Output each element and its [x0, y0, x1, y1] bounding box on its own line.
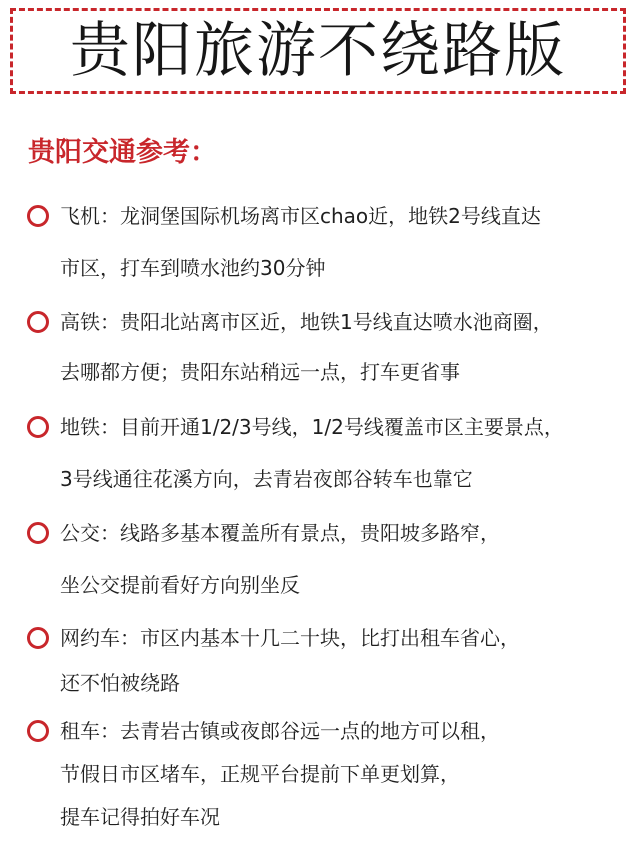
list-item-line: 还不怕被绕路 — [60, 671, 180, 695]
bullet-ring-icon — [27, 205, 49, 227]
list-item-line: 网约车：市区内基本十几二十块，比打出租车省心， — [60, 626, 520, 650]
section-heading: 贵阳交通参考： — [28, 137, 217, 168]
list-item-line: 3号线通往花溪方向，去青岩夜郎谷转车也靠它 — [60, 467, 473, 491]
list-item-line: 节假日市区堵车，正规平台提前下单更划算， — [60, 762, 460, 786]
list-item-line: 飞机：龙洞堡国际机场离市区chao近，地铁2号线直达 — [60, 204, 541, 228]
list-item-line: 租车：去青岩古镇或夜郎谷远一点的地方可以租， — [60, 719, 500, 743]
bullet-ring-icon — [27, 416, 49, 438]
list-item-line: 高铁：贵阳北站离市区近，地铁1号线直达喷水池商圈， — [60, 310, 553, 334]
bullet-ring-icon — [27, 522, 49, 544]
list-item-line: 去哪都方便；贵阳东站稍远一点，打车更省事 — [60, 360, 460, 384]
bullet-ring-icon — [27, 311, 49, 333]
bullet-ring-icon — [27, 627, 49, 649]
bullet-ring-icon — [27, 720, 49, 742]
page-title: 贵阳旅游不绕路版 — [70, 16, 566, 86]
list-item-line: 地铁：目前开通1/2/3号线，1/2号线覆盖市区主要景点， — [60, 415, 564, 439]
list-item-line: 公交：线路多基本覆盖所有景点，贵阳坡多路窄， — [60, 521, 500, 545]
list-item-line: 提车记得拍好车况 — [60, 805, 220, 829]
list-item-line: 坐公交提前看好方向别坐反 — [60, 573, 300, 597]
list-item-line: 市区，打车到喷水池约30分钟 — [60, 256, 326, 280]
title-banner — [10, 8, 626, 94]
